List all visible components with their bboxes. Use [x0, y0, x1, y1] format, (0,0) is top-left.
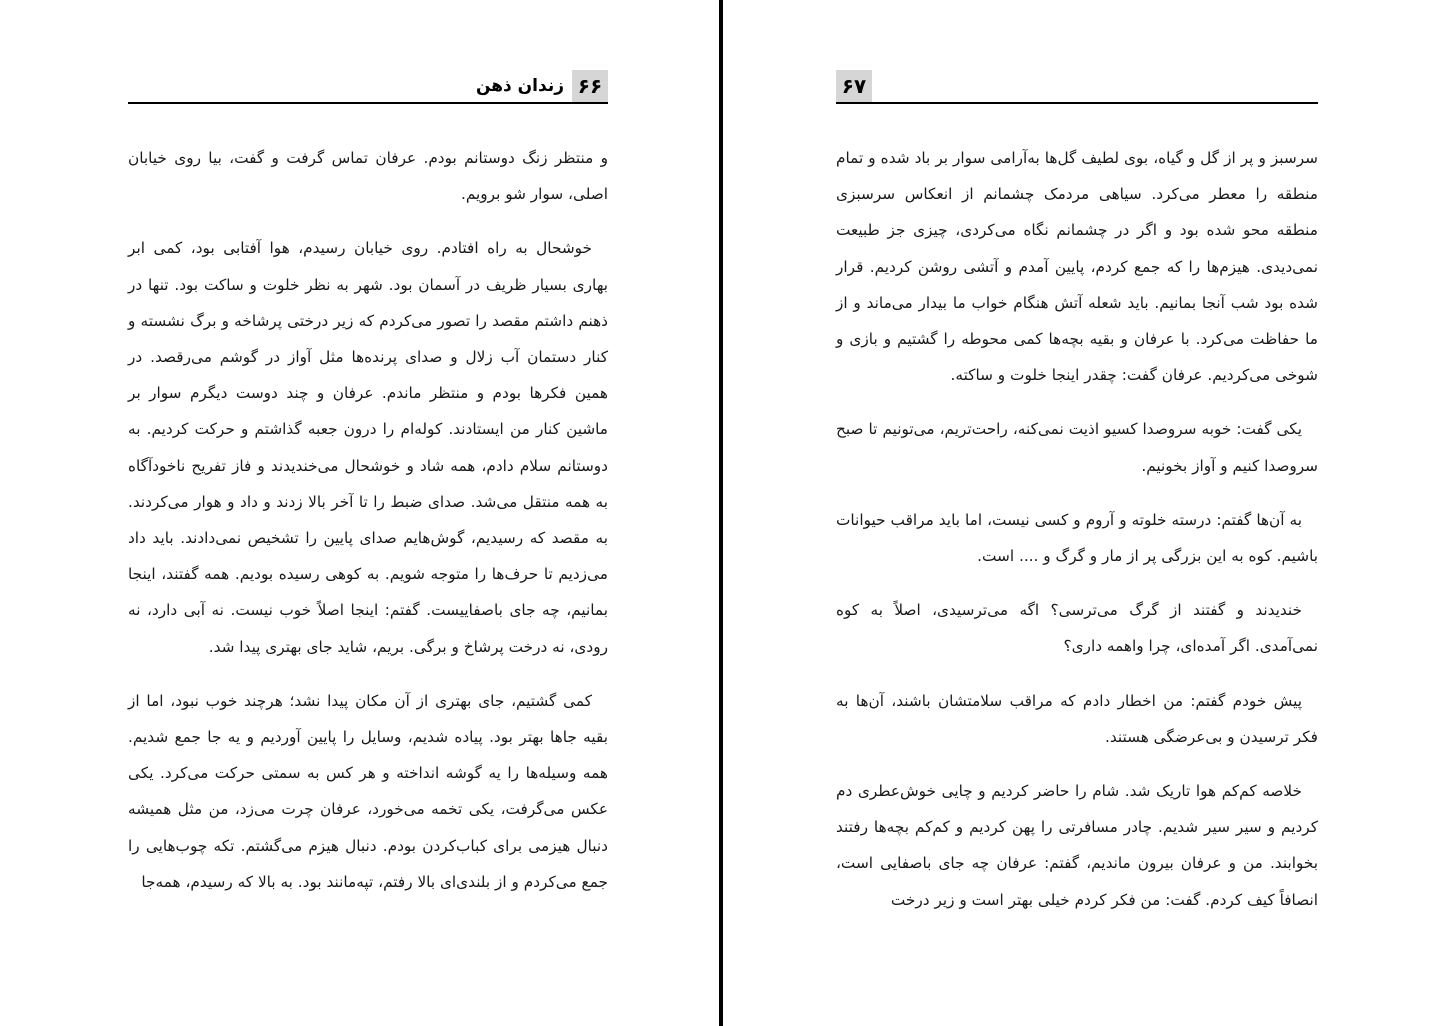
paragraph: و منتظر زنگ دوستانم بودم. عرفان تماس گرفت و گفت، بیا روی خیابان اصلی، سوار شو برویم. — [128, 149, 608, 204]
paragraph: سرسبز و پر از گل و گیاه، بوی لطیف گل‌ها به‌آرامی سوار بر باد شده و تمام منطقه را معطر می‌کرد. سیاهی مردمک چشمانم از انعکاس سرسبزی منطقه محو شده بود و اگر در چشمانم نگاه می‌کردی، چیزی جز طبیعت نمی‌دیدی. هیزم‌ها را که جمع کردم، پایین آمدم و آتشی روشن کردیم. قرار شده بود شب آنجا بمانیم. باید شعله آتش هنگام خواب ما بیدار می‌ماند و از ما حفاظت می‌کرد. با عرفان و بقیه بچه‌ها کمی محوطه را گشتیم و بازی و شوخی می‌کردیم. عرفان گفت: چقدر اینجا خلوت و ساکته. — [836, 149, 1318, 385]
spine-divider — [719, 0, 723, 1026]
header-rule — [836, 102, 1318, 104]
paragraph: یکی گفت: خوبه سروصدا کسیو اذیت نمی‌کنه، راحت‌تریم، می‌تونیم تا صبح سروصدا کنیم و آواز بخونیم. — [836, 420, 1318, 475]
paragraph: پیش خودم گفتم: من اخطار دادم که مراقب سلامتشان باشند، آن‌ها به فکر ترسیدن و بی‌عرضگی هستند. — [836, 691, 1318, 746]
paragraph: به آن‌ها گفتم: درسته خلوته و آروم و کسی نیست، اما باید مراقب حیوانات باشیم. کوه به این بزرگی پر از مار و گرگ و .... است. — [836, 510, 1318, 566]
right-page — [836, 0, 1318, 1026]
running-title: زندان ذهن — [475, 76, 564, 96]
left-page-header — [128, 70, 608, 104]
left-page-text — [128, 140, 608, 918]
left-page — [128, 0, 608, 1026]
paragraph: کمی گشتیم، جای بهتری از آن مکان پیدا نشد؛ هرچند خوب نبود، اما از بقیه جاها بهتر بود. پیاده شدیم، وسایل را پایین آوردیم و یه جا جمع شدیم. همه وسیله‌ها را یه گوشه انداخته و هر کس به سمتی حرکت می‌کرد. یکی عکس می‌گرفت، یکی تخمه می‌خورد، عرفان چرت می‌زد، من مثل همیشه دنبال هیزمی برای کباب‌کردن بودم. دنبال هیزم می‌گشتم. تکه چوب‌هایی را جمع می‌کردم و از بلندی‌ای بالا رفتم، تپه‌مانند بود. به بالا که رسیدم، همه‌جا — [128, 691, 608, 891]
page-number: ۶۶ — [572, 70, 608, 102]
paragraph: خندیدند و گفتند از گرگ می‌ترسی؟ اگه می‌ترسیدی، اصلاً به کوه نمی‌آمدی. اگر آمده‌ای، چرا واهمه داری؟ — [836, 601, 1318, 656]
page-number: ۶۷ — [836, 70, 872, 102]
paragraph: خلاصه کم‌کم هوا تاریک شد. شام را حاضر کردیم و چایی خوش‌عطری دم کردیم و سیر سیر شدیم. چادر مسافرتی را پهن کردیم و کم‌کم بچه‌ها رفتند بخوابند. من و عرفان بیرون ماندیم، گفتم: عرفان چه جای باصفایی است، انصافاً کیف کردم. گفت: من فکر کردم خیلی بهتر است و زیر درخت — [836, 782, 1318, 909]
header-rule — [128, 102, 608, 104]
right-page-text — [836, 140, 1318, 936]
paragraph: خوشحال به راه افتادم. روی خیابان رسیدم، هوا آفتابی بود، کمی ابر بهاری بسیار ظریف در آسمان بود. شهر به نظر خلوت و ساکت بود. تنها در ذهنم داشتم مقصد را تصور می‌کردم که زیر درختی پرشاخه و برگ نشسته و کنار دستمان آب زلال و صدای پرنده‌ها مثل آواز در گوشم می‌رقصد. در همین فکرها بودم و منتظر ماندم. عرفان و چند دوست دیگرم سوار بر ماشین کنار من ایستادند. کوله‌ام را درون جعبه گذاشتم و حرکت کردیم. به دوستانم سلام دادم، همه شاد و خوشحال می‌خندیدند و فاز تفریح ناخودآگاه به همه منتقل می‌شد. صدای ضبط را تا آخر بالا زدند و داد و هوار می‌کردند. به مقصد که رسیدیم، گوش‌هایم صدای پایین را تشخیص نمی‌دادند. باید داد می‌زدیم تا حرف‌ها را متوجه شویم. به کوهی رسیده بودیم. همه گفتند، اینجا بمانیم، چه جای باصفاییست. گفتم: اینجا اصلاً خوب نیست. نه آبی دارد، نه رودی، نه درخت پرشاخ و برگی. بریم، شاید جای بهتری پیدا شد. — [128, 239, 608, 656]
right-page-header — [836, 70, 1318, 104]
